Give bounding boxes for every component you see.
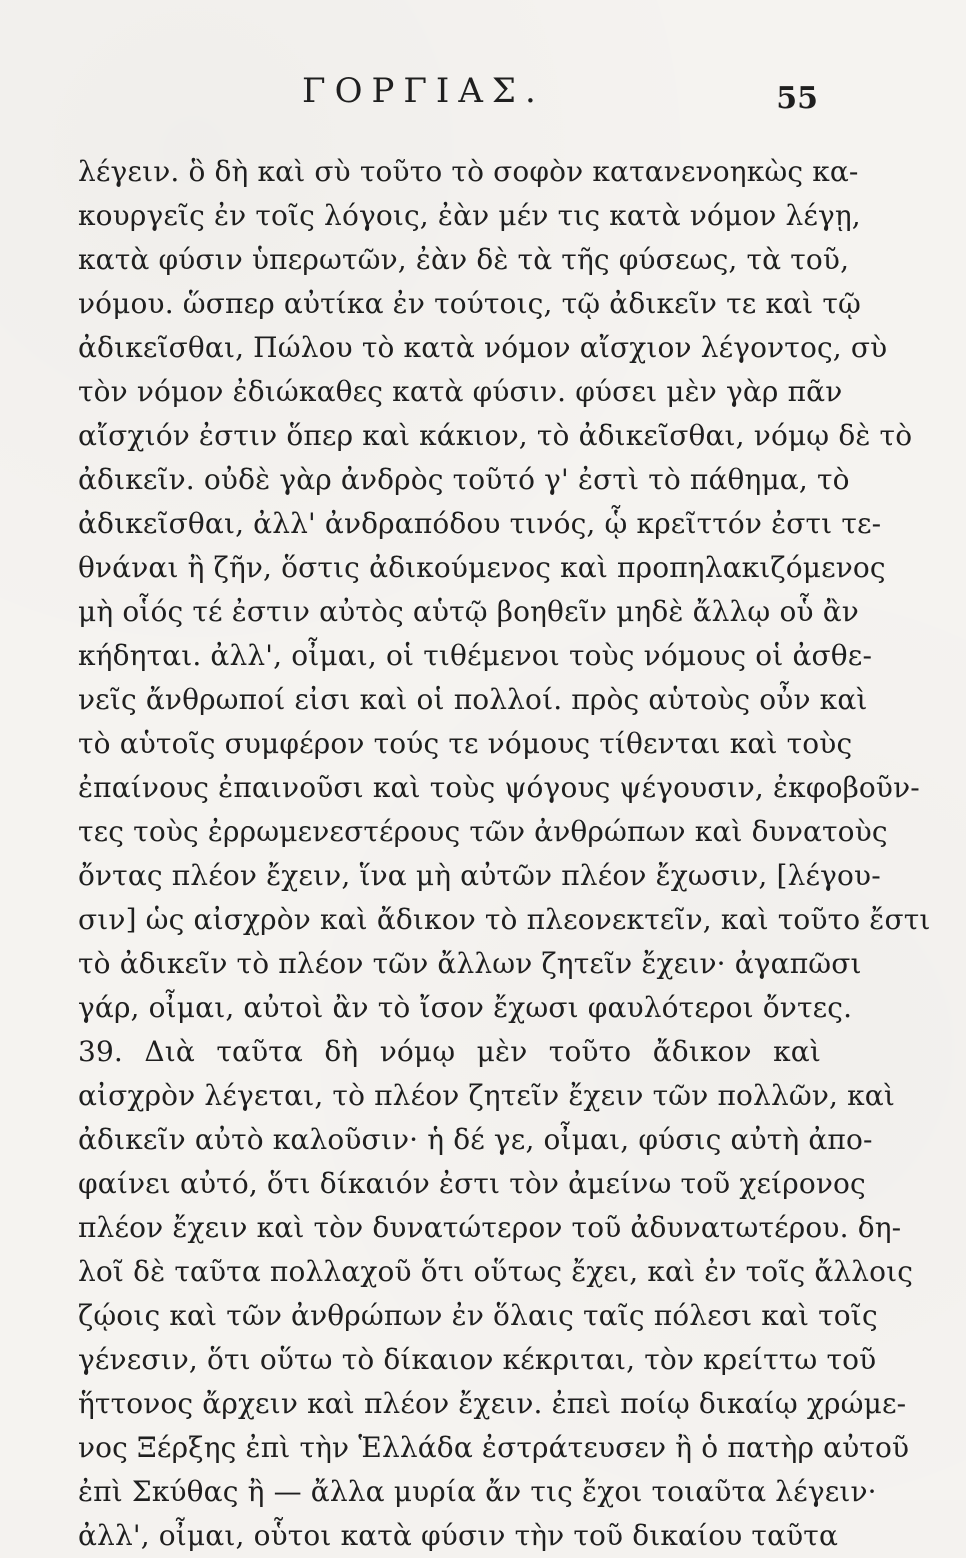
text-line: θνάναι ἢ ζῆν, ὅστις ἀδικούμενος καὶ προπηλακιζόμενος (78, 551, 886, 584)
text-line: ὄντας πλέον ἔχειν, ἵνα μὴ αὐτῶν πλέον ἔχωσιν, [λέγου- (78, 859, 881, 892)
text-line: ἀδικεῖν αὐτὸ καλοῦσιν· ἡ δέ γε, οἶμαι, φύσις αὐτὴ ἀπο- (78, 1123, 873, 1156)
text-line: αἴσχιόν ἐστιν ὅπερ καὶ κάκιον, τὸ ἀδικεῖσθαι, νόμῳ δὲ τὸ (78, 419, 913, 452)
text-line: γένεσιν, ὅτι οὕτω τὸ δίκαιον κέκριται, τὸν κρείττω τοῦ (78, 1343, 877, 1376)
text-line: κατὰ φύσιν ὑπερωτῶν, ἐὰν δὲ τὰ τῆς φύσεως, τὰ τοῦ, (78, 243, 850, 276)
text-line: νόμου. ὥσπερ αὐτίκα ἐν τούτοις, τῷ ἀδικεῖν τε καὶ τῷ (78, 287, 861, 320)
text-line: λέγειν. ὃ δὴ καὶ σὺ τοῦτο τὸ σοφὸν κατανενοηκὼς κα- (78, 155, 859, 188)
text-line: ἀδικεῖν. οὐδὲ γὰρ ἀνδρὸς τοῦτό γ' ἐστὶ τὸ πάθημα, τὸ (78, 463, 850, 496)
text-line: τὸ ἀδικεῖν τὸ πλέον τῶν ἄλλων ζητεῖν ἔχειν· ἀγαπῶσι (78, 947, 862, 980)
text-line: νεῖς ἄνθρωποί εἰσι καὶ οἱ πολλοί. πρὸς αὑτοὺς οὖν καὶ (78, 683, 868, 716)
page-number: 55 (776, 81, 818, 116)
text-line: ἐπὶ Σκύθας ἢ — ἄλλα μυρία ἄν τις ἔχοι τοιαῦτα λέγειν· (78, 1475, 877, 1508)
text-line: τὸν νόμον ἐδιώκαθες κατὰ φύσιν. φύσει μὲν γὰρ πᾶν (78, 375, 843, 408)
text-line: κουργεῖς ἐν τοῖς λόγοις, ἐὰν μέν τις κατὰ νόμον λέγῃ, (78, 199, 861, 232)
text-line: ἀλλ', οἶμαι, οὗτοι κατὰ φύσιν τὴν τοῦ δικαίου ταῦτα (78, 1519, 838, 1552)
text-line: λοῖ δὲ ταῦτα πολλαχοῦ ὅτι οὕτως ἔχει, καὶ ἐν τοῖς ἄλλοις (78, 1255, 914, 1288)
text-line: νος Ξέρξης ἐπὶ τὴν Ἑλλάδα ἐστράτευσεν ἢ ὁ πατὴρ αὐτοῦ (78, 1431, 910, 1464)
text-line: τες τοὺς ἐρρωμενεστέρους τῶν ἀνθρώπων καὶ δυνατοὺς (78, 815, 888, 848)
text-line: τὸ αὑτοῖς συμφέρον τούς τε νόμους τίθενται καὶ τοὺς (78, 727, 853, 760)
text-line: σιν] ὡς αἰσχρὸν καὶ ἄδικον τὸ πλεονεκτεῖν, καὶ τοῦτο ἔστι (78, 903, 931, 936)
text-line: ἐπαίνους ἐπαινοῦσι καὶ τοὺς ψόγους ψέγουσιν, ἐκφοβοῦν- (78, 771, 920, 804)
text-line: ἀδικεῖσθαι, Πώλου τὸ κατὰ νόμον αἴσχιον λέγοντος, σὺ (78, 331, 888, 364)
text-line: γάρ, οἶμαι, αὐτοὶ ἂν τὸ ἴσον ἔχωσι φαυλότεροι ὄντες. (78, 991, 853, 1024)
text-line: ζῴοις καὶ τῶν ἀνθρώπων ἐν ὅλαις ταῖς πόλεσι καὶ τοῖς (78, 1299, 878, 1332)
text-line: αἰσχρὸν λέγεται, τὸ πλέον ζητεῖν ἔχειν τῶν πολλῶν, καὶ (78, 1079, 895, 1112)
text-line: ἀδικεῖσθαι, ἀλλ' ἀνδραπόδου τινός, ᾧ κρεῖττόν ἐστι τε- (78, 507, 882, 540)
section-start-line: 39. Διὰ ταῦτα δὴ νόμῳ μὲν τοῦτο ἄδικον καὶ (78, 1035, 821, 1068)
text-line: κήδηται. ἀλλ', οἶμαι, οἱ τιθέμενοι τοὺς νόμους οἱ ἀσθε- (78, 639, 873, 672)
running-title: ΓΟΡΓΙΑΣ. (302, 71, 545, 111)
greek-body-text (78, 150, 931, 1558)
text-line: μὴ οἷός τέ ἐστιν αὐτὸς αὑτῷ βοηθεῖν μηδὲ ἄλλῳ οὗ ἂν (78, 595, 859, 628)
text-line: ἥττονος ἄρχειν καὶ πλέον ἔχειν. ἐπεὶ ποίῳ δικαίῳ χρώμε- (78, 1387, 907, 1420)
text-line: φαίνει αὐτό, ὅτι δίκαιόν ἐστι τὸν ἀμείνω τοῦ χείρονος (78, 1167, 866, 1200)
text-line: πλέον ἔχειν καὶ τὸν δυνατώτερον τοῦ ἀδυνατωτέρου. δη- (78, 1211, 902, 1244)
